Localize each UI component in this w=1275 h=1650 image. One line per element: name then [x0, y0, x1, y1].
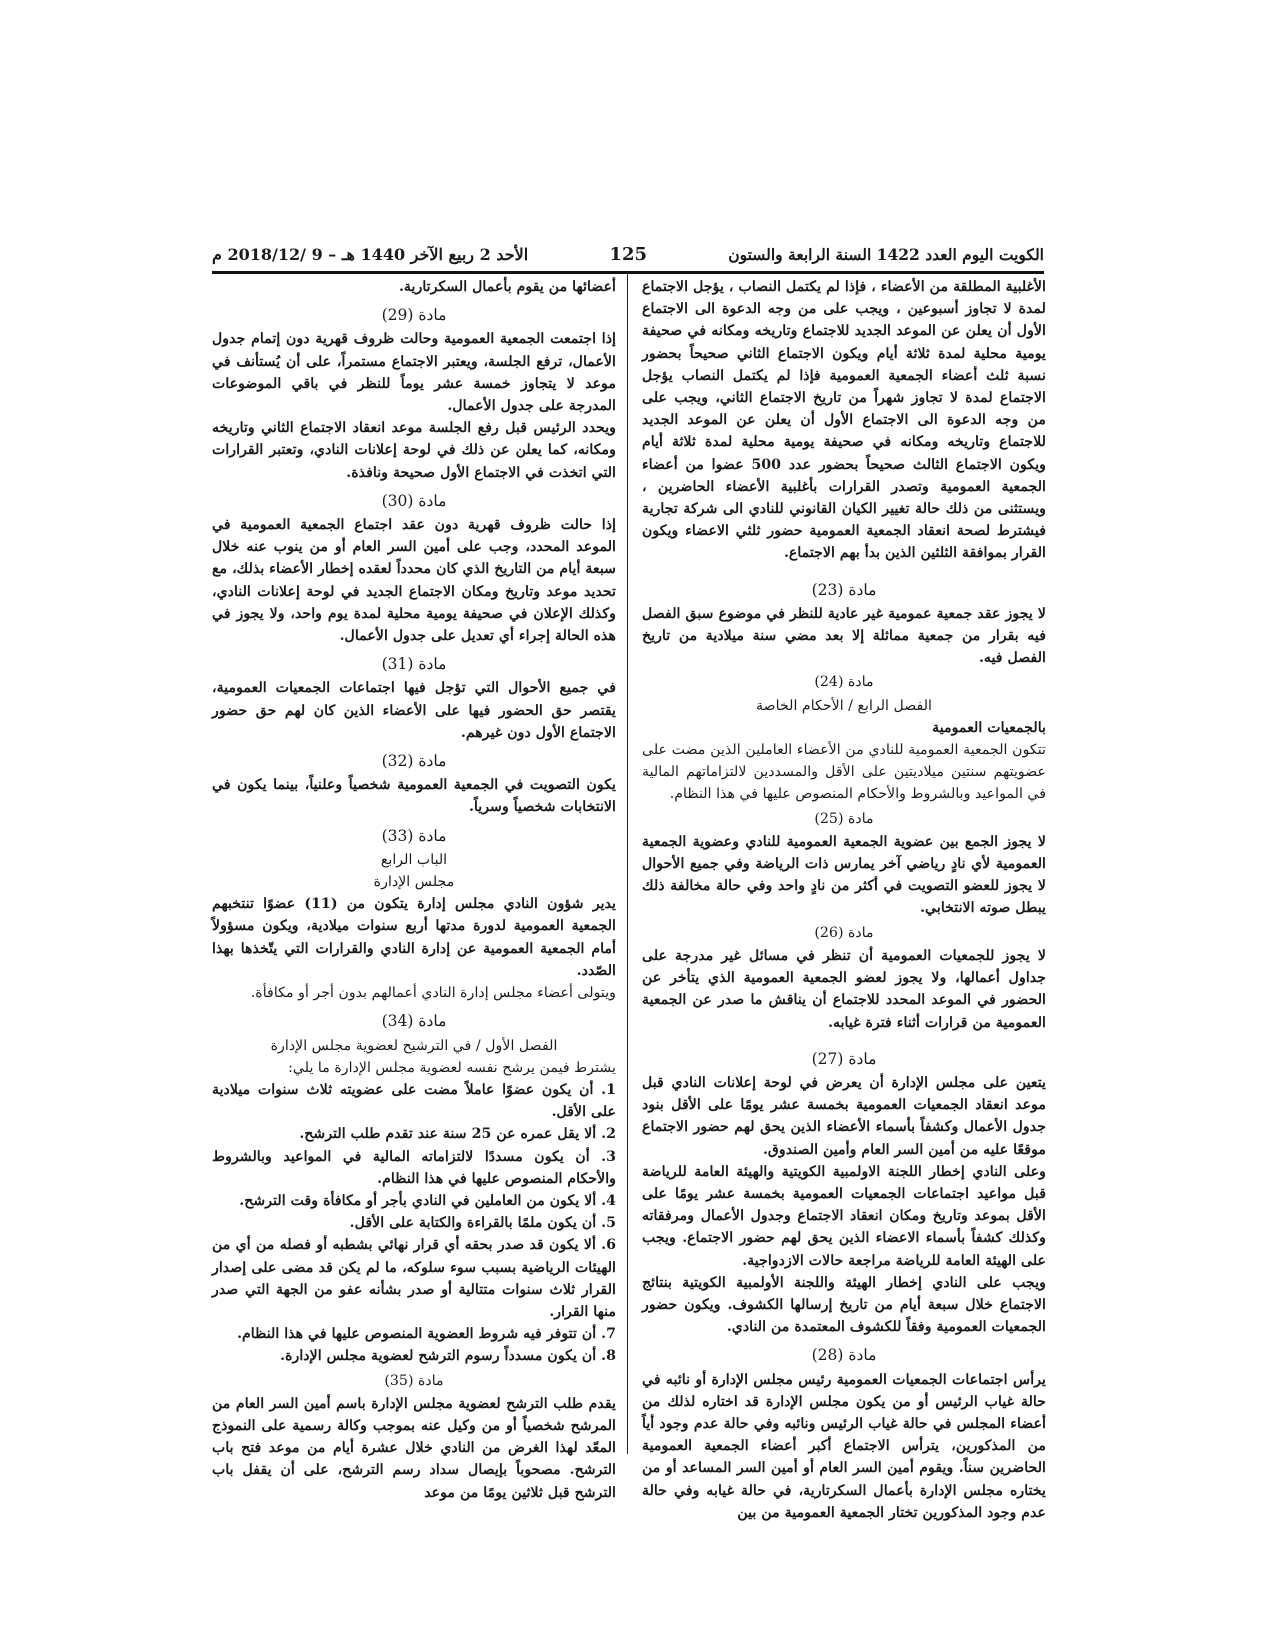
paragraph-article-29a: إذا اجتمعت الجمعية العمومية وحالت ظروف قهرية دون إتمام جدول الأعمال، ترفع الجلسة، ويعتبر الاجتماع مستمراً، على أن يُستأنف في موعد لا يتجاوز خمسة عشر يوماً للنظر في باقي الموضوعات المدرجة على جدول الأعمال.: [212, 331, 616, 415]
paragraph-article-25: لا يجوز الجمع بين عضوية الجمعية العمومية للنادي وعضوية الجمعية العمومية لأي نادٍ رياضي آخر يمارس ذات الرياضة وفي جميع الأحوال لا يجوز للعضو التصويت في أكثر من نادٍ واحد وفي حالة مخالفة ذلك يبطل صوته الانتخابي.: [642, 833, 1046, 917]
article-26-heading: مادة (26): [814, 924, 874, 941]
paragraph-article-35: يقدم طلب الترشح لعضوية مجلس الإدارة باسم أمين السر العام من المرشح شخصياً أو من وكيل عنه بموجب وكالة رسمية على النموذج المعّد لهذا الغرض من النادي خلال عشرة أيام من موعد فتح باب الترشح. مصحوباً بإيصال سداد رسم الترشح، على أن يقفل باب الترشح قبل ثلاثين يومًا من موعد: [212, 1395, 616, 1501]
paragraph-article-32: يكون التصويت في الجمعية العمومية شخصياً وعلنياً، بينما يكون في الانتخابات شخصياً وسرياً.: [212, 777, 616, 816]
paragraph-article-30: إذا حالت ظروف قهرية دون عقد اجتماع الجمعية العمومية في الموعد المحدد، وجب على أمين السر العام أو من ينوب عنه خلال سبعة أيام من التاريخ الذي كان محدداً لعقده إخطار الأعضاء بذلك، مع تحديد موعد وتاريخ ومكان الاجتماع الجديد في لوحة إعلانات النادي، وكذلك الإعلان في صحيفة يومية محلية لمدة يوم واحد، ولا يجوز في هذه الحالة إجراء أي تعديل على جدول الأعمال.: [212, 517, 616, 645]
article-34-heading: مادة (34): [381, 1012, 447, 1031]
list-item: 8. أن يكون مسدداً رسوم الترشح لعضوية مجلس الإدارة.: [280, 1348, 616, 1365]
article-31-heading: مادة (31): [381, 655, 447, 674]
list-item: 1. أن يكون عضوًا عاملاً مضت على عضويته ثلاث سنوات ميلادية على الأقل.: [212, 1081, 616, 1121]
paragraph-article-29b: ويحدد الرئيس قبل رفع الجلسة موعد انعقاد الاجتماع الثاني وتاريخه ومكانه، كما يعلن عن ذلك في لوحة إعلانات النادي، وتعتبر القرارات التي اتخذت في الاجتماع الأول صحيحة ونافذة.: [212, 420, 616, 481]
chapter-1-heading: الفصل الأول / في الترشيح لعضوية مجلس الإدارة: [270, 1037, 558, 1054]
list-item: 7. أن تتوفر فيه شروط العضوية المنصوص عليها في هذا النظام.: [237, 1326, 616, 1343]
paragraph-article-33b: ويتولى أعضاء مجلس إدارة النادي أعمالهم بدون أجر أو مكافأة.: [250, 985, 616, 1002]
article-35-heading: مادة (35): [384, 1372, 444, 1389]
spacer: [642, 565, 1046, 573]
article-27-heading: مادة (27): [811, 1049, 877, 1068]
paragraph-article-23: لا يجوز عقد جمعية عمومية غير عادية للنظر في موضوع سبق الفصل فيه بقرار من جمعية مماثلة إلا بعد مضي سنة ميلادية من تاريخ الفصل فيه.: [642, 605, 1046, 667]
page-number: 125: [609, 243, 647, 265]
paragraph-article-28-cont: أعضائها من يقوم بأعمال السكرتارية.: [398, 279, 616, 295]
list-item: 3. أن يكون مسددًا لالتزاماته المالية في المواعيد وبالشروط والأحكام المنصوص عليها في هذا النظام.: [212, 1148, 616, 1187]
board-heading: مجلس الإدارة: [373, 874, 455, 891]
page-header: [212, 240, 1044, 268]
paragraph-article-27c: ويجب على النادي إخطار الهيئة واللجنة الأولمبية الكويتية بنتائج الاجتماع خلال سبعة أيام من تاريخ إرسالها الكشوف. ويكون حضور الجمعيات العمومية وفقاً للكشوف المعتمدة من النادي.: [642, 1274, 1046, 1336]
chapter-4-subheading: بالجمعيات العمومية: [932, 719, 1046, 736]
article-30-heading: مادة (30): [381, 491, 447, 510]
paragraph-article-33a: يدير شؤون النادي مجلس إدارة يتكون من (11) عضوًا تنتخبهم الجمعية العمومية لدورة مدتها أربع سنوات ميلادية، ويكون مسؤولاً أمام الجمعية العمومية عن إدارة النادي والقرارات التي يتّخذها بهذا الصّدد.: [212, 896, 616, 979]
list-item: 4. ألا يكون من العاملين في النادي بأجر أو مكافأة وقت الترشح.: [239, 1192, 616, 1209]
part-4-heading: الباب الرابع: [380, 851, 448, 868]
article-23-heading: مادة (23): [811, 580, 877, 599]
spacer: [642, 1034, 1046, 1042]
header-date: الأحد 2 ربيع الآخر 1440 هـ – 9 /2018/12 م: [212, 244, 529, 264]
list-item: 6. ألا يكون قد صدر بحقه أي قرار نهائي بشطبه أو فصله من أي من الهيئات الرياضية بسبب سوء سلوكه، ما لم يكن قد مضى على إصدار القرار ثلاث سنوات متتالية أو صدر بشأنه عفو من الجهة التي صدر منها القرار.: [212, 1237, 616, 1320]
article-29-heading: مادة (29): [381, 306, 447, 325]
chapter-4-heading: الفصل الرابع / الأحكام الخاصة: [756, 697, 932, 714]
article-32-heading: مادة (32): [381, 752, 447, 771]
paragraph-article-28: يرأس اجتماعات الجمعيات العمومية رئيس مجلس الإدارة أو نائبه في حالة غياب الرئيس أو من يكون مجلس الإدارة قد اختاره لذلك من أعضاء المجلس في حالة غياب الرئيس ونائبه وفي حالة عدم وجود أياً من المذكورين، يترأس الاجتماع أكبر أعضاء الجمعية العمومية الحاضرين سناً. ويقوم أمين السر العام أو أمين السر المساعد أو من يختاره مجلس الإدارة بأعمال السكرتارية، في حالة غيابه وفي حالة عدم وجود المذكورين تختار الجمعية العمومية من بين: [642, 1371, 1046, 1521]
header-rule: [212, 271, 1044, 274]
right-column: [642, 276, 1046, 1524]
header-issue: الكويت اليوم العدد 1422 السنة الرابعة والستون: [728, 244, 1044, 264]
candidacy-conditions-list: [212, 1079, 616, 1368]
paragraph-article-22-cont: الأغلبية المطلقة من الأعضاء ، فإذا لم يكتمل النصاب ، يؤجل الاجتماع لمدة لا تجاوز أسبوعين ، ويجب على من وجه الدعوة الى الاجتماع الأول أن يعلن عن الموعد الجديد للاجتماع وتاريخه ومكانه في صحيفة يومية محلية لمدة ثلاثة أيام ويكون الاجتماع الثاني صحيحاً بحضور نسبة ثلث أعضاء الجمعية العمومية فإذا لم يكتمل النصاب يؤجل الاجتماع لمدة لا تجاوز شهراً من تاريخ الاجتماع الثاني، ويجب على من وجه الدعوة الى الاجتماع الأول أن يعلن عن الموعد الجديد للاجتماع وتاريخه ومكانه في صحيفة يومية محلية لمدة ثلاثة أيام ويكون الاجتماع الثالث صحيحاً بحضور عدد 500 عضوا من أعضاء الجمعية العمومية وتصدر القرارات بأغلبية الأعضاء الحاضرين ، ويستثنى من ذلك حالة تغيير الكيان القانوني للنادي الى شركة تجارية فيشترط لصحة انعقاد الجمعية العمومية حضور ثلثي الاعضاء ويكون القرار بموافقة الثلثين الذين بدأ بهم الاجتماع.: [642, 279, 1046, 562]
article-33-heading: مادة (33): [381, 826, 447, 845]
paragraph-article-27b: وعلى النادي إخطار اللجنة الاولمبية الكويتية والهيئة العامة للرياضة قبل مواعيد اجتماعات الجمعيات العمومية بخمسة عشر يومًا على الأقل بموعد وتاريخ ومكان انعقاد الاجتماع وجدول الأعمال ومرفقاته وكذلك كشفاً بأسماء الاعضاء الذين يحق لهم حضور الاجتماع. ويجب على الهيئة العامة للرياضة مراجعة حالات الازدواجية.: [642, 1163, 1046, 1269]
paragraph-article-24: تتكون الجمعية العمومية للنادي من الأعضاء العاملين الذين مضت على عضويتهم سنتين ميلاديتين على الأقل والمسددين لالتزاماتهم المالية في المواعيد وبالشروط والأحكام المنصوص عليها في هذا النظام.: [642, 742, 1046, 803]
list-item: 5. أن يكون ملمًا بالقراءة والكتابة على الأقل.: [349, 1215, 616, 1232]
left-column: [212, 276, 616, 1504]
article-28-heading: مادة (28): [811, 1346, 877, 1365]
paragraph-article-34-intro: يشترط فيمن يرشح نفسه لعضوية مجلس الإدارة ما يلي:: [288, 1059, 616, 1076]
paragraph-article-27a: يتعين على مجلس الإدارة أن يعرض في لوحة إعلانات النادي قبل موعد انعقاد الجمعيات العمومية بخمسة عشر يومًا على الأقل بنود جدول الأعمال وكشفاً بأسماء الأعضاء الذين يحق لهم حضور الاجتماع موقعًا عليه من أمين السر العام وأمين الصندوق.: [642, 1074, 1046, 1158]
paragraph-article-31: في جميع الأحوال التي تؤجل فيها اجتماعات الجمعيات العمومية، يقتصر حق الحضور فيها على الأعضاء الذين كان لهم حق حضور الاجتماع الأول دون غيرهم.: [212, 680, 616, 741]
list-item: 2. ألا يقل عمره عن 25 سنة عند تقدم طلب الترشح.: [299, 1126, 616, 1143]
paragraph-article-26: لا يجوز للجمعيات العمومية أن تنظر في مسائل غير مدرجة على جداول أعمالها، ولا يجوز لعضو الجمعية العمومية الذي يتأخر عن الحضور في الموعد المحدد للاجتماع أن يناقش ما صدر عن الجمعية العمومية من قرارات أثناء فترة غيابه.: [642, 947, 1046, 1031]
column-divider: [627, 274, 628, 1454]
article-24-heading: مادة (24): [814, 674, 874, 691]
article-25-heading: مادة (25): [814, 810, 874, 827]
